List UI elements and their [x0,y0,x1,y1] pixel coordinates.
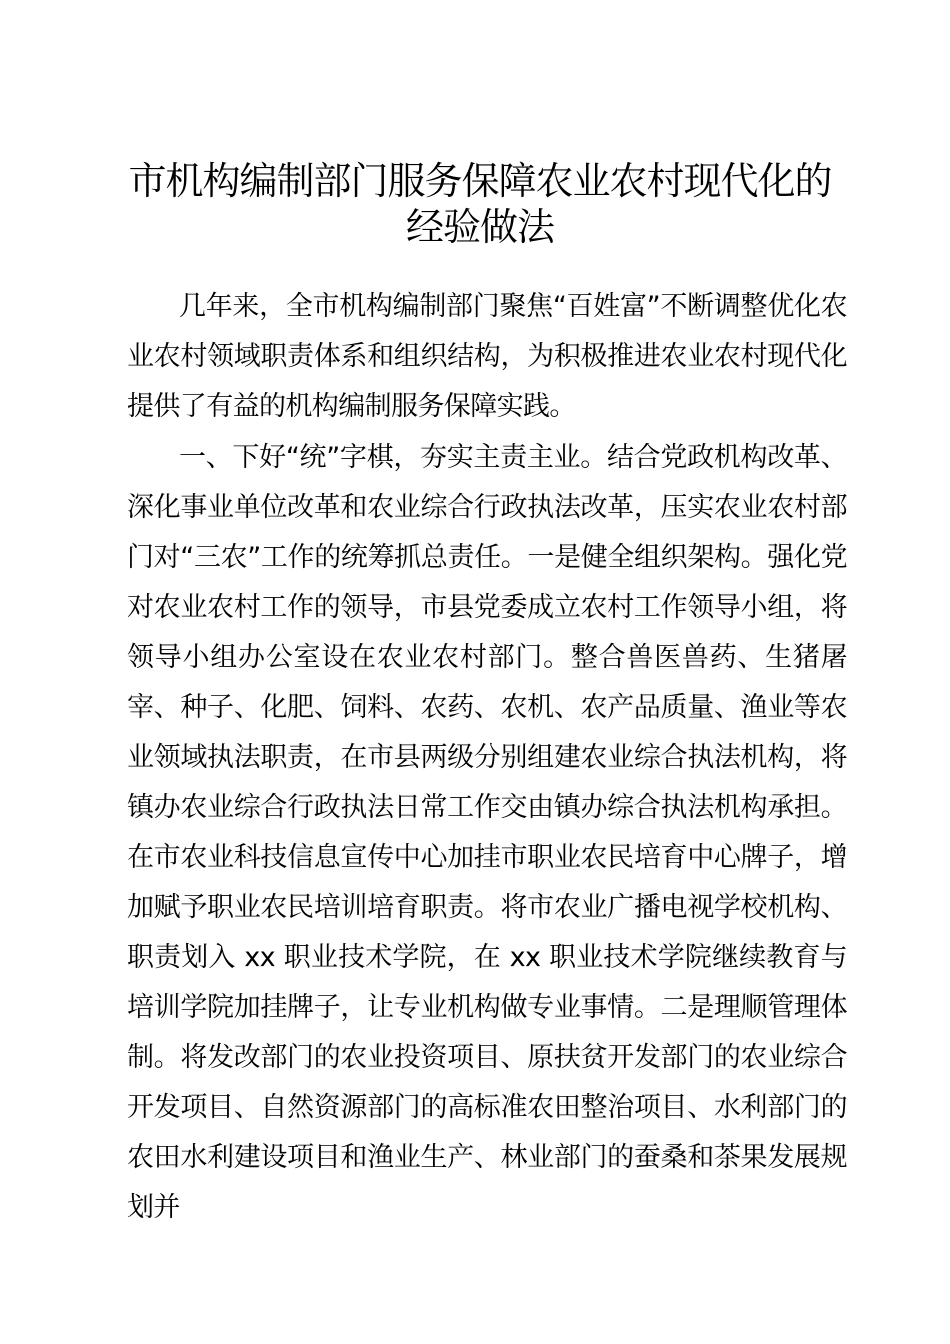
document-title: 市机构编制部门服务保障农业农村现代化的经验做法 [128,159,832,249]
document-body [127,282,847,1233]
paragraph-section-one: 一、下好“统”字棋，夯实主责主业。结合党政机构改革、深化事业单位改革和农业综合行政执法改革，压实农业农村部门对“三农”工作的统筹抓总责任。一是健全组织架构。强化党对农业农村工作的领导，市县党委成立农村工作领导小组，将领导小组办公室设在农业农村部门。整合兽医兽药、生猪屠宰、种子、化肥、饲料、农药、农机、农产品质量、渔业等农业领域执法职责，在市县两级分别组建农业综合执法机构，将镇办农业综合行政执法日常工作交由镇办综合执法机构承担。在市农业科技信息宣传中心加挂市职业农民培育中心牌子，增加赋予职业农民培训培育职责。将市农业广播电视学校机构、职责划入 xx 职业技术学院，在 xx 职业技术学院继续教育与培训学院加挂牌子，让专业机构做专业事情。二是理顺管理体制。将发改部门的农业投资项目、原扶贫开发部门的农业综合开发项目、自然资源部门的高标准农田整治项目、水利部门的农田水利建设项目和渔业生产、林业部门的蚕桑和茶果发展规划并 [127,442,847,1223]
paragraph-intro: 几年来，全市机构编制部门聚焦“百姓富”不断调整优化农业农村领域职责体系和组织结构，为积极推进农业农村现代化提供了有益的机构编制服务保障实践。 [127,291,847,422]
